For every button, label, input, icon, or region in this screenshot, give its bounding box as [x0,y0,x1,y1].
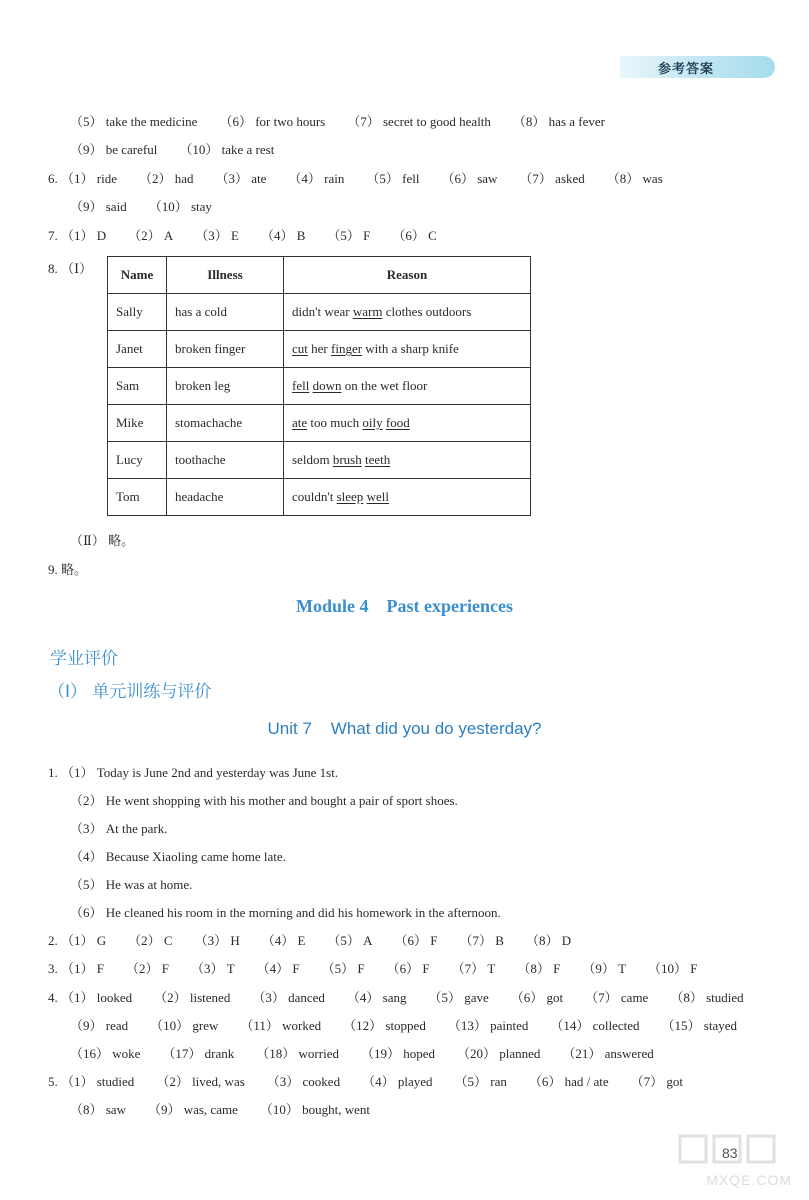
page-number: 83 [722,1145,738,1161]
header-tag-text: 参考答案 [658,62,715,77]
table-header-illness: Illness [167,257,284,294]
answer-line [48,228,459,244]
cell-illness: toothache [167,442,284,479]
cell-name: Lucy [108,442,167,479]
table-row [108,331,531,368]
cell-reason [284,479,531,516]
table-row [108,479,531,516]
answer-item: （5） A [327,933,373,948]
cell-reason [284,442,531,479]
table-row [108,294,531,331]
answer-item: （5） ran [454,1074,507,1089]
answer-item: （10） stay [148,199,212,214]
q1-line: 1. （1） Today is June 2nd and yesterday was June 1st. [48,765,339,780]
reason-text: didn't wear [292,304,353,319]
answer-item: （8） has a fever [512,114,605,129]
q1-line: （5） He was at home. [70,877,193,892]
answer-item: （6） C [392,228,437,243]
answer-item: （7） secret to good health [347,114,491,129]
answer-item: 7. （1） D [48,228,107,243]
answer-item: 6. （1） ride [48,171,117,186]
section-heading: 学业评价 [50,649,118,669]
cell-illness: has a cold [167,294,284,331]
underlined-answer: down [312,378,342,393]
answer-item: 3. （1） F [48,961,104,976]
answer-item: （4） sang [346,990,407,1005]
table-row [108,442,531,479]
underlined-answer: ate [292,415,308,430]
answer-item: （9） T [582,961,627,976]
cell-name: Janet [108,331,167,368]
answer-line [48,990,766,1006]
q1-line: （4） Because Xiaoling came home late. [70,849,286,864]
underlined-answer: brush [332,452,362,467]
answer-item: 2. （1） G [48,933,107,948]
answer-item: （7） asked [519,171,585,186]
unit-title: Unit 7 What did you do yesterday? [267,719,542,738]
underlined-answer: well [366,489,389,504]
answer-line [48,1074,705,1090]
answer-item: （15） stayed [661,1018,737,1033]
answer-line [70,1046,676,1062]
answer-item: （3） H [194,933,240,948]
reason-text: on the wet floor [341,378,428,393]
answer-item: （2） A [128,228,174,243]
answer-item: （3） ate [215,171,267,186]
answer-item: （10） F [648,961,698,976]
answer-item: （6） got [510,990,564,1005]
underlined-answer: sleep [336,489,364,504]
header-answer-tag [620,50,780,84]
answer-line [48,171,685,187]
answer-line [70,1018,759,1034]
cell-illness: broken leg [167,368,284,405]
reason-text: too much [307,415,363,430]
table-row [108,405,531,442]
q9: 9. 略。 [48,562,88,577]
underlined-answer: warm [352,304,383,319]
answer-item: （8） F [517,961,561,976]
underlined-answer: oily [362,415,383,430]
table-header-row [108,257,531,294]
cell-reason [284,368,531,405]
cell-illness: headache [167,479,284,516]
answer-item: 4. （1） looked [48,990,133,1005]
answer-line [70,142,296,158]
answer-line [70,1102,392,1118]
answer-item: （7） B [459,933,504,948]
answer-item: （3） cooked [266,1074,341,1089]
reason-text: couldn't [292,489,337,504]
table-header-reason: Reason [284,257,531,294]
answer-item: （2） lived, was [156,1074,245,1089]
table-row [108,368,531,405]
underlined-answer: cut [292,341,308,356]
answer-item: （17） drank [162,1046,235,1061]
answer-item: （2） C [128,933,173,948]
answer-item: （9） was, came [147,1102,238,1117]
answer-line [48,961,720,977]
answer-item: （4） F [256,961,300,976]
answer-item: （9） read [70,1018,129,1033]
answer-item: （19） hoped [360,1046,435,1061]
underlined-answer: fell [292,378,310,393]
answer-item: 5. （1） studied [48,1074,135,1089]
cell-reason [284,331,531,368]
answer-item: （10） bought, went [259,1102,370,1117]
answer-item: （2） listened [154,990,231,1005]
answer-item: （13） painted [447,1018,529,1033]
answer-item: （6） F [394,933,438,948]
answer-item: （5） fell [366,171,420,186]
reason-text: seldom [292,452,333,467]
reason-text: her [307,341,331,356]
underlined-answer: finger [331,341,363,356]
watermark-logo [660,1130,800,1192]
watermark-text: MXQE.COM [706,1172,792,1188]
answer-item: （16） woke [70,1046,141,1061]
answer-item: （3） T [190,961,235,976]
cell-illness: broken finger [167,331,284,368]
cell-name: Tom [108,479,167,516]
answer-item: （6） saw [441,171,498,186]
answer-item: （8） studied [670,990,744,1005]
answer-item: （4） played [362,1074,433,1089]
answer-item: （2） F [125,961,169,976]
answer-item: （20） planned [457,1046,541,1061]
cell-name: Sally [108,294,167,331]
q1-line: （3） At the park. [70,821,168,836]
cell-reason [284,294,531,331]
table-header-name: Name [108,257,167,294]
answer-item: （8） was [606,171,663,186]
answer-item: （5） take the medicine [70,114,198,129]
q8-label: 8. （Ⅰ） [48,261,93,276]
reason-text: clothes outdoors [382,304,472,319]
cell-name: Sam [108,368,167,405]
answer-item: （8） saw [70,1102,126,1117]
cell-reason [284,405,531,442]
q8-part-ii: （Ⅱ） 略。 [70,533,135,548]
answer-item: （5） F [321,961,365,976]
answer-item: （7） got [630,1074,684,1089]
answer-item: （10） grew [150,1018,219,1033]
answer-item: （5） F [327,228,371,243]
answer-item: （2） had [138,171,194,186]
answer-item: （5） gave [428,990,489,1005]
answer-item: （21） answered [562,1046,654,1061]
cell-illness: stomachache [167,405,284,442]
reason-text: with a sharp knife [362,341,459,356]
q1-line: （6） He cleaned his room in the morning and did his homework in the afternoon. [70,905,501,920]
answer-item: （10） take a rest [179,142,275,157]
answer-item: （3） danced [252,990,325,1005]
answer-item: （7） came [585,990,649,1005]
watermark-icon [660,1130,800,1170]
illness-table [107,256,531,516]
answer-item: （6） had / ate [528,1074,609,1089]
answer-item: （3） E [195,228,239,243]
answer-item: （4） B [260,228,306,243]
underlined-answer: food [385,415,410,430]
answer-item: （8） D [525,933,572,948]
answer-item: （7） T [451,961,496,976]
answer-item: （4） rain [288,171,345,186]
answer-line [70,199,234,215]
answer-item: （6） for two hours [219,114,326,129]
answer-item: （9） said [70,199,127,214]
answer-line [70,114,627,130]
answer-item: （18） worried [256,1046,339,1061]
cell-name: Mike [108,405,167,442]
answer-item: （4） E [261,933,306,948]
answer-item: （9） be careful [70,142,158,157]
q1-line: （2） He went shopping with his mother and bought a pair of sport shoes. [70,793,458,808]
answer-line [48,933,593,949]
underlined-answer: teeth [364,452,391,467]
answer-item: （14） collected [550,1018,640,1033]
answer-item: （11） worked [240,1018,322,1033]
answer-item: （12） stopped [343,1018,426,1033]
module-title: Module 4 Past experiences [296,596,513,616]
answer-item: （6） F [386,961,430,976]
subsection-heading: （Ⅰ） 单元训练与评价 [48,682,212,702]
